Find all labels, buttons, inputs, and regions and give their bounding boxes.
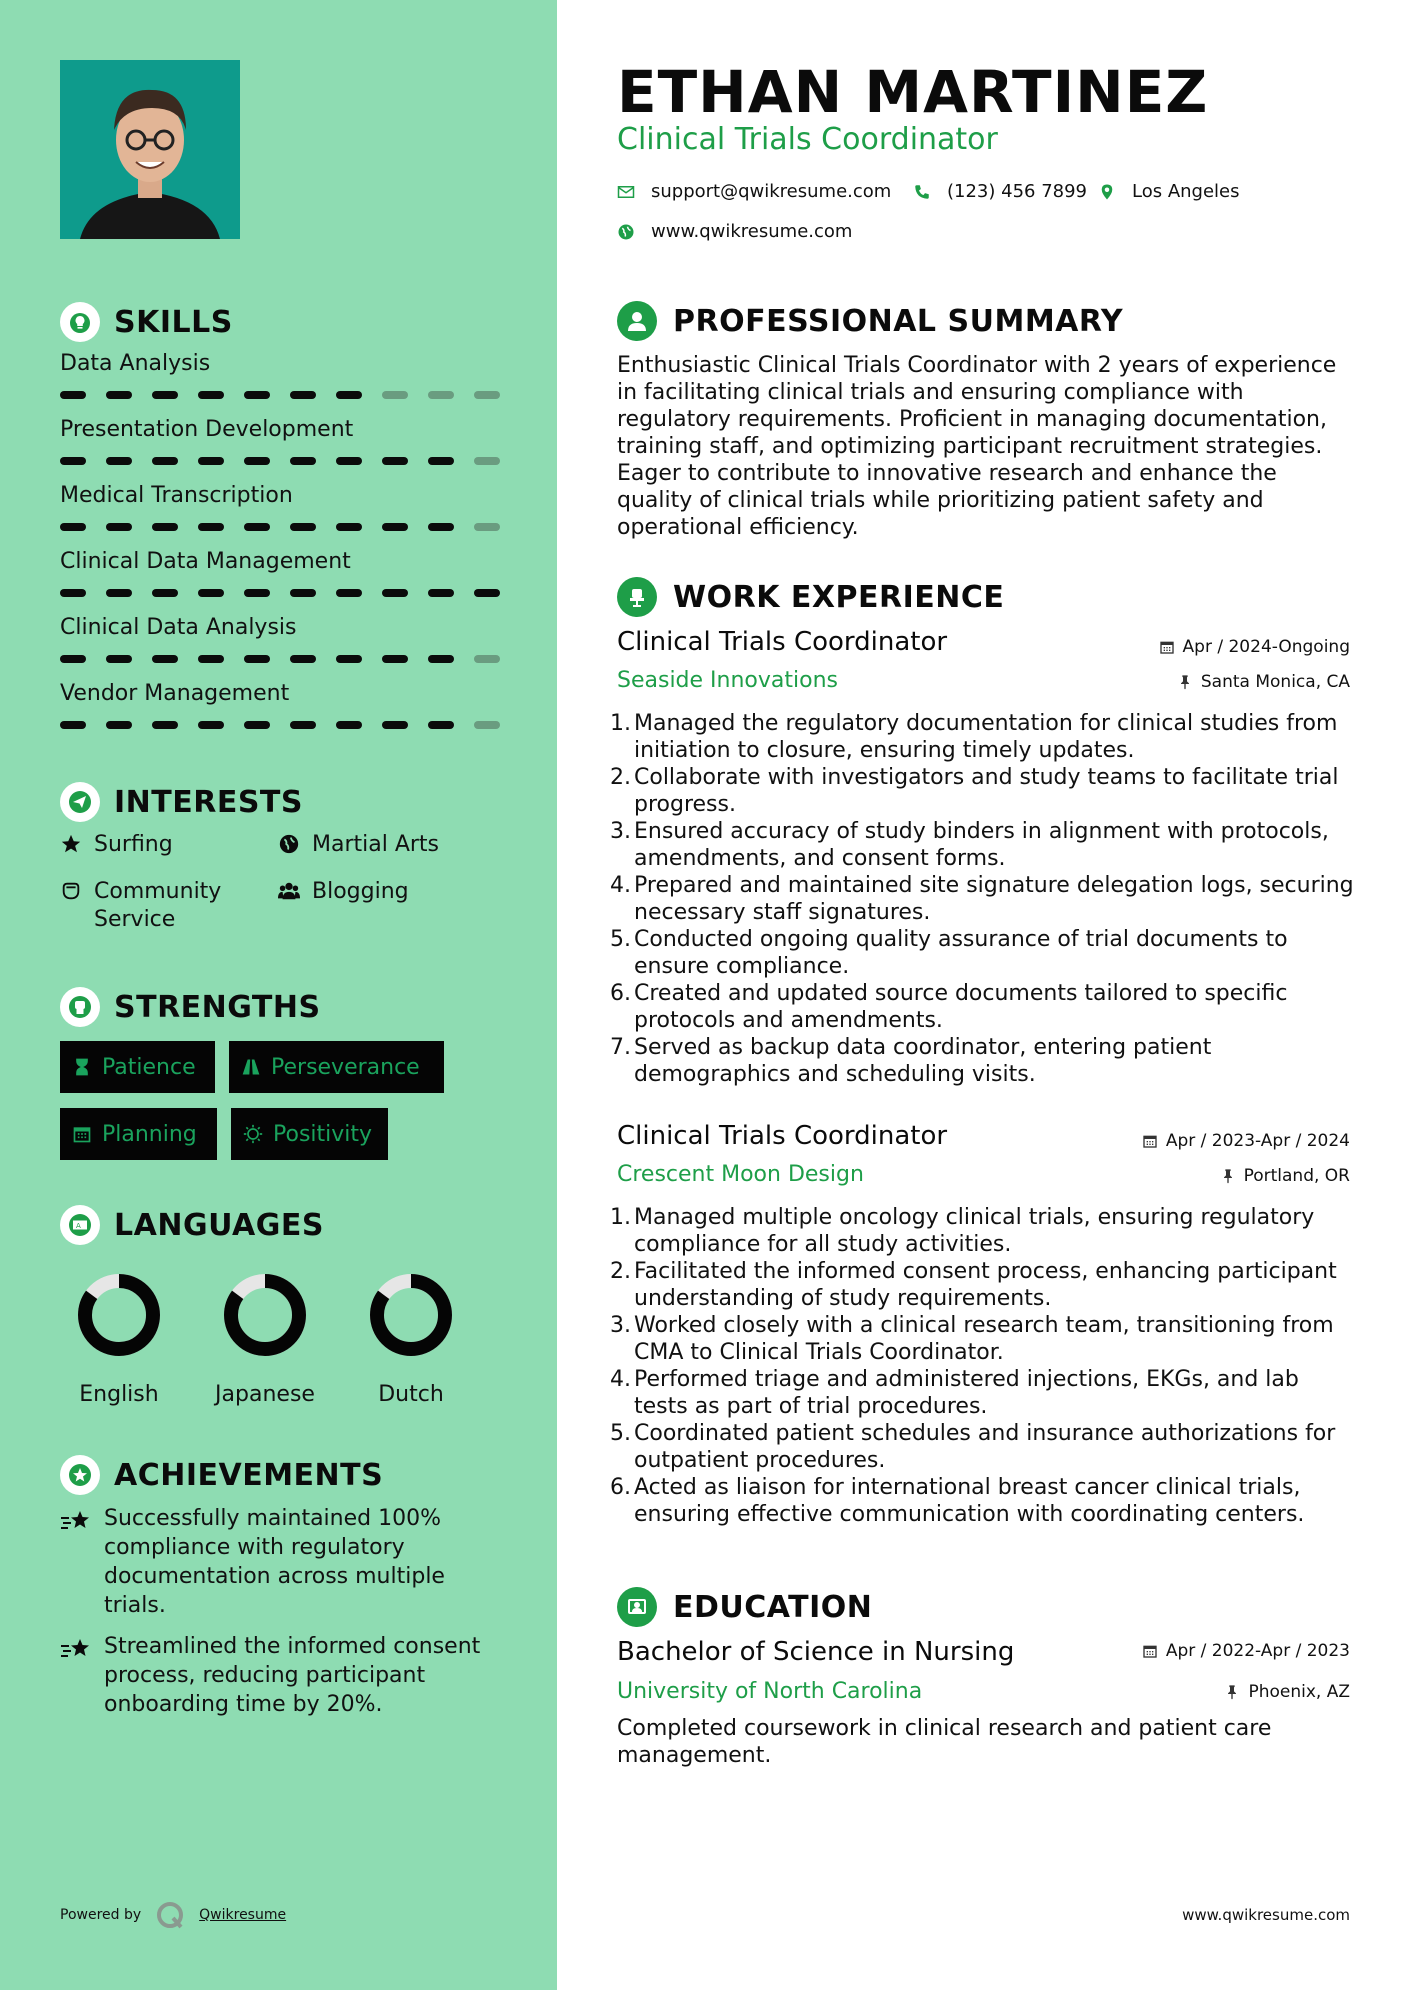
skill-dash	[198, 457, 224, 465]
skill-name: Clinical Data Analysis	[60, 615, 297, 640]
job-title: Clinical Trials Coordinator	[617, 1121, 948, 1151]
skill-dash	[290, 721, 316, 729]
skill-dash	[474, 589, 500, 597]
skill-name: Presentation Development	[60, 417, 354, 442]
list-item: 3. Ensured accuracy of study binders in alignment with protocols, amendments, and consent forms.	[610, 819, 1329, 871]
skill-dash	[382, 391, 408, 399]
fist-icon	[60, 987, 100, 1027]
job-dates: Apr / 2023-Apr / 2024	[1142, 1131, 1350, 1151]
skill-dash	[290, 589, 316, 597]
skill-dash	[152, 655, 178, 663]
interest-item: Surfing	[60, 831, 173, 859]
list-item: 7. Served as backup data coordinator, entering patient demographics and scheduling visits.	[610, 1035, 1212, 1087]
skill-dash	[60, 523, 86, 531]
profile-photo	[60, 60, 240, 239]
calendar-icon	[1142, 1643, 1158, 1659]
skill-dash	[244, 721, 270, 729]
skill-name: Data Analysis	[60, 351, 211, 376]
skill-level-bar	[60, 589, 500, 597]
users-icon	[278, 880, 302, 904]
job-dates: Apr / 2024-Ongoing	[1159, 637, 1350, 657]
skill-dash	[106, 589, 132, 597]
strength-chip: Planning	[60, 1108, 217, 1160]
experience-heading: WORK EXPERIENCE	[617, 577, 1004, 617]
skill-dash	[382, 655, 408, 663]
skill-dash	[336, 457, 362, 465]
email-contact[interactable]: support@qwikresume.com	[617, 181, 891, 202]
sun-icon	[243, 1124, 263, 1144]
achievements-heading	[60, 1455, 383, 1495]
skill-level-bar	[60, 721, 500, 729]
list-item: 2. Facilitated the informed consent process, enhancing participant understanding of study requirements.	[610, 1259, 1337, 1311]
skill-name: Vendor Management	[60, 681, 290, 706]
skill-dash	[244, 523, 270, 531]
brand-link[interactable]: Qwikresume	[199, 1907, 287, 1923]
skill-dash	[152, 523, 178, 531]
list-item: 5. Coordinated patient schedules and insurance authorizations for outpatient procedures.	[610, 1421, 1336, 1473]
skill-dash	[152, 589, 178, 597]
skill-level-bar	[60, 655, 500, 663]
globe-icon	[278, 833, 302, 857]
skill-dash	[290, 457, 316, 465]
pushpin-icon	[1220, 1168, 1236, 1184]
skill-dash	[106, 655, 132, 663]
skill-level-bar	[60, 391, 500, 399]
skill-dash	[152, 457, 178, 465]
map-pin-icon	[1098, 183, 1116, 201]
calendar-icon	[72, 1124, 92, 1144]
language-name: Dutch	[378, 1382, 444, 1407]
skill-dash	[60, 655, 86, 663]
skill-dash	[474, 523, 500, 531]
skill-dash	[428, 655, 454, 663]
skill-name: Clinical Data Management	[60, 549, 351, 574]
language-icon	[60, 1205, 100, 1245]
skill-dash	[382, 457, 408, 465]
skill-dash	[290, 655, 316, 663]
envelope-icon	[617, 183, 635, 201]
language-item	[190, 1270, 340, 1407]
summary-heading: PROFESSIONAL SUMMARY	[617, 301, 1123, 341]
skill-dash	[60, 391, 86, 399]
interests-title: INTERESTS	[114, 784, 303, 820]
location-contact: Los Angeles	[1098, 181, 1240, 202]
skill-dash	[152, 721, 178, 729]
company-name: Crescent Moon Design	[617, 1162, 864, 1187]
road-icon	[241, 1057, 261, 1077]
skill-dash	[60, 457, 86, 465]
skill-level-bar	[60, 523, 500, 531]
language-level-ring	[366, 1270, 456, 1360]
job-location: Santa Monica, CA	[1177, 672, 1350, 692]
skill-dash	[60, 721, 86, 729]
interest-item: Martial Arts	[278, 831, 439, 859]
interests-heading	[60, 782, 303, 822]
skills-heading	[60, 302, 233, 342]
phone-icon	[913, 183, 931, 201]
paper-plane-icon	[60, 782, 100, 822]
achievement-item: Successfully maintained 100% compliance with regulatory documentation across multiple trials.	[60, 1504, 500, 1620]
skill-dash	[428, 523, 454, 531]
company-name: Seaside Innovations	[617, 668, 838, 693]
language-item	[44, 1270, 194, 1407]
skill-dash	[474, 457, 500, 465]
skill-name: Medical Transcription	[60, 483, 293, 508]
strength-chip: Positivity	[231, 1108, 388, 1160]
pushpin-icon	[1177, 674, 1193, 690]
language-name: English	[79, 1382, 159, 1407]
graduate-icon	[617, 1587, 657, 1627]
job-location: Portland, OR	[1220, 1166, 1350, 1186]
pushpin-icon	[1224, 1684, 1240, 1700]
phone-contact[interactable]: (123) 456 7899	[913, 181, 1087, 202]
interest-item: Blogging	[278, 878, 409, 906]
list-item: 6. Acted as liaison for international breast cancer clinical trials, ensuring effective communication with coordinating centers.	[610, 1475, 1305, 1527]
education-text: Completed coursework in clinical research and patient care management.	[617, 1716, 1272, 1768]
skill-dash	[336, 655, 362, 663]
skill-dash	[428, 457, 454, 465]
skill-dash	[474, 391, 500, 399]
interest-item: Community Service	[60, 878, 250, 934]
skill-dash	[474, 655, 500, 663]
job-duties-list	[610, 1204, 1358, 1528]
strengths-heading	[60, 987, 321, 1027]
star-badge-icon	[60, 1455, 100, 1495]
hourglass-icon	[72, 1057, 92, 1077]
languages-title: LANGUAGES	[114, 1207, 324, 1243]
candidate-name: ETHAN MARTINEZ	[617, 58, 1209, 126]
skill-dash	[198, 391, 224, 399]
skill-dash	[106, 721, 132, 729]
calendar-icon	[1159, 639, 1175, 655]
skill-dash	[198, 655, 224, 663]
skill-dash	[336, 523, 362, 531]
list-item: 1. Managed the regulatory documentation for clinical studies from initiation to closure, ensuring timely updates.	[610, 711, 1338, 763]
languages-heading	[60, 1205, 324, 1245]
education-location: Phoenix, AZ	[1224, 1682, 1350, 1702]
list-item: 6. Created and updated source documents tailored to specific protocols and amendments.	[610, 981, 1288, 1033]
website-contact[interactable]: www.qwikresume.com	[617, 221, 852, 242]
qwikresume-logo-icon	[155, 1900, 185, 1930]
skill-dash	[198, 721, 224, 729]
globe-icon	[617, 223, 635, 241]
skill-dash	[290, 523, 316, 531]
job-title: Clinical Trials Coordinator	[617, 627, 948, 657]
briefcase-chair-icon	[617, 577, 657, 617]
achievement-item: Streamlined the informed consent process, reducing participant onboarding time by 20%.	[60, 1632, 500, 1719]
education-heading: EDUCATION	[617, 1587, 872, 1627]
achievements-title: ACHIEVEMENTS	[114, 1457, 384, 1493]
skill-dash	[198, 523, 224, 531]
user-icon	[617, 301, 657, 341]
skill-dash	[60, 589, 86, 597]
skill-dash	[290, 391, 316, 399]
skill-dash	[106, 457, 132, 465]
skill-dash	[382, 589, 408, 597]
language-level-ring	[74, 1270, 164, 1360]
skill-dash	[428, 391, 454, 399]
list-item: 2. Collaborate with investigators and study teams to facilitate trial progress.	[610, 765, 1339, 817]
skills-title: SKILLS	[114, 304, 233, 340]
skill-level-bar	[60, 457, 500, 465]
handshake-icon	[60, 880, 84, 904]
footer-website[interactable]: www.qwikresume.com	[1182, 1906, 1350, 1924]
skill-dash	[428, 721, 454, 729]
school-name: University of North Carolina	[617, 1679, 923, 1704]
skill-dash	[152, 391, 178, 399]
skill-dash	[244, 589, 270, 597]
strengths-title: STRENGTHS	[114, 989, 321, 1025]
language-item	[336, 1270, 486, 1407]
list-item: 4. Prepared and maintained site signature delegation logs, securing necessary staff signatures.	[610, 873, 1354, 925]
skill-dash	[474, 721, 500, 729]
skill-dash	[244, 391, 270, 399]
summary-text: Enthusiastic Clinical Trials Coordinator with 2 years of experience in facilitating clinical trials and ensuring compliance with regulatory requirements. Proficient in managing documentation, training staff, and optimizing participant recruitment strategies. Eager to contribute to innovative research and enhance the quality of clinical trials while prioritizing patient safety and operational efficiency.	[617, 353, 1337, 540]
skill-dash	[106, 523, 132, 531]
sidebar	[0, 0, 557, 1990]
skill-dash	[382, 523, 408, 531]
strength-chip: Perseverance	[229, 1041, 444, 1093]
skill-dash	[244, 655, 270, 663]
list-item: 5. Conducted ongoing quality assurance of trial documents to ensure compliance.	[610, 927, 1288, 979]
star-icon	[60, 833, 84, 857]
lightbulb-icon	[60, 302, 100, 342]
svg-text:A: A	[76, 1222, 81, 1230]
skill-dash	[428, 589, 454, 597]
skill-dash	[336, 721, 362, 729]
degree-title: Bachelor of Science in Nursing	[617, 1637, 1015, 1667]
skill-dash	[106, 391, 132, 399]
skill-dash	[336, 391, 362, 399]
skill-dash	[336, 589, 362, 597]
shooting-star-icon	[60, 1508, 94, 1534]
language-name: Japanese	[215, 1382, 315, 1407]
language-level-ring	[220, 1270, 310, 1360]
list-item: 3. Worked closely with a clinical research team, transitioning from CMA to Clinical Trials Coordinator.	[610, 1313, 1334, 1365]
candidate-role: Clinical Trials Coordinator	[617, 122, 998, 157]
calendar-icon	[1142, 1133, 1158, 1149]
shooting-star-icon	[60, 1636, 94, 1662]
job-duties-list	[610, 710, 1358, 1088]
skill-dash	[244, 457, 270, 465]
skill-dash	[382, 721, 408, 729]
skill-dash	[198, 589, 224, 597]
education-dates: Apr / 2022-Apr / 2023	[1142, 1641, 1350, 1661]
list-item: 1. Managed multiple oncology clinical trials, ensuring regulatory compliance for all study activities.	[610, 1205, 1315, 1257]
list-item: 4. Performed triage and administered injections, EKGs, and lab tests as part of trial procedures.	[610, 1367, 1299, 1419]
powered-by: Powered by Qwikresume	[60, 1900, 286, 1930]
strength-chip: Patience	[60, 1041, 215, 1093]
